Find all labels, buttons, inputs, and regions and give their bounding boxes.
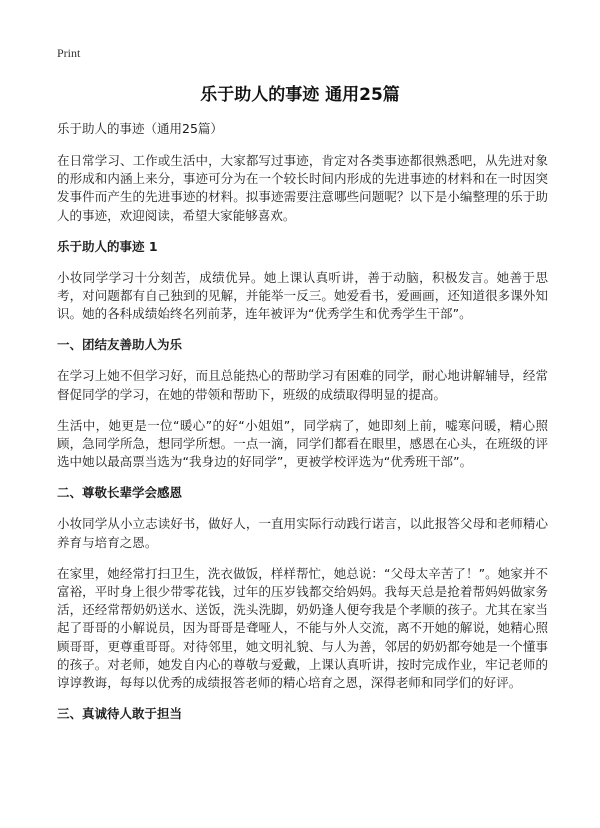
page-title: 乐于助人的事迹 通用25篇 — [200, 85, 400, 105]
paragraph-ambition: 小妆同学从小立志读好书，做好人，一直用实际行动践行诺言，以此报答父母和老师精心养育与培育之恩。 — [57, 516, 548, 550]
print-label: Print — [57, 46, 81, 60]
section-heading-1: 乐于助人的事迹 1 — [57, 238, 158, 254]
section-1-paragraph: 小妆同学学习十分刻苦，成绩优异。她上课认真听讲，善于动脑，积极发言。她善于思考，对问题都有自己独到的见解，并能举一反三。她爱看书，爱画画，还知道很多课外知识。她的各科成绩始终名列前茅，连年被评为“优秀学生和优秀学生干部”。 — [57, 269, 548, 322]
subheading-unity: 一、团结友善助人为乐 — [57, 337, 183, 353]
intro-paragraph: 在日常学习、工作或生活中，大家都写过事迹，肯定对各类事迹都很熟悉吧，从先进对象的形成和内涵上来分，事迹可分为在一个较长时间内形成的先进事迹的材料和在一时因突发事件而产生的先进事迹的材料。拟事迹需要注意哪些问题呢？以下是小编整理的乐于助人的事迹，欢迎阅读，希望大家能够喜欢。 — [57, 153, 548, 223]
document-subtitle: 乐于助人的事迹（通用25篇） — [57, 121, 223, 136]
paragraph-life-care: 生活中，她更是一位“暖心”的好“小姐姐”，同学病了，她即刻上前，嘘寒问暖，精心照顾，急同学所急，想同学所想。一点一滴，同学们都看在眼里，感恩在心头，在班级的评选中她以最高票当选为“我身边的好同学”，更被学校评选为“优秀班干部”。 — [57, 417, 548, 470]
subheading-sincerity: 三、真诚待人敢于担当 — [57, 706, 183, 722]
paragraph-home: 在家里，她经常打扫卫生，洗衣做饭，样样帮忙，她总说：“父母太辛苦了！”。她家并不富裕，平时身上很少带零花钱，过年的压岁钱都交给妈妈。我每天总是抢着帮妈妈做家务活，还经常帮奶奶送水、送饭，洗头洗脚，奶奶逢人便夸我是个孝顺的孩子。尤其在家当起了哥哥的小解说员，因为哥哥是聋哑人，不能与外人交流，离不开她的解说，她精心照顾哥哥，更尊重哥哥。对待邻里，她文明礼貌、与人为善，邻居的奶奶都夸她是一个懂事的孩子。对老师，她发自内心的尊敬与爱戴，上课认真听讲，按时完成作业，牢记老师的谆谆教诲，每每以优秀的成绩报答老师的精心培育之恩，深得老师和同学们的好评。 — [57, 565, 548, 691]
paragraph-study-help: 在学习上她不但学习好，而且总能热心的帮助学习有困难的同学，耐心地讲解辅导，经常督促同学的学习，在她的带领和帮助下，班级的成绩取得明显的提高。 — [57, 368, 548, 402]
document-body — [57, 120, 548, 736]
subheading-respect: 二、尊敬长辈学会感恩 — [57, 485, 183, 501]
